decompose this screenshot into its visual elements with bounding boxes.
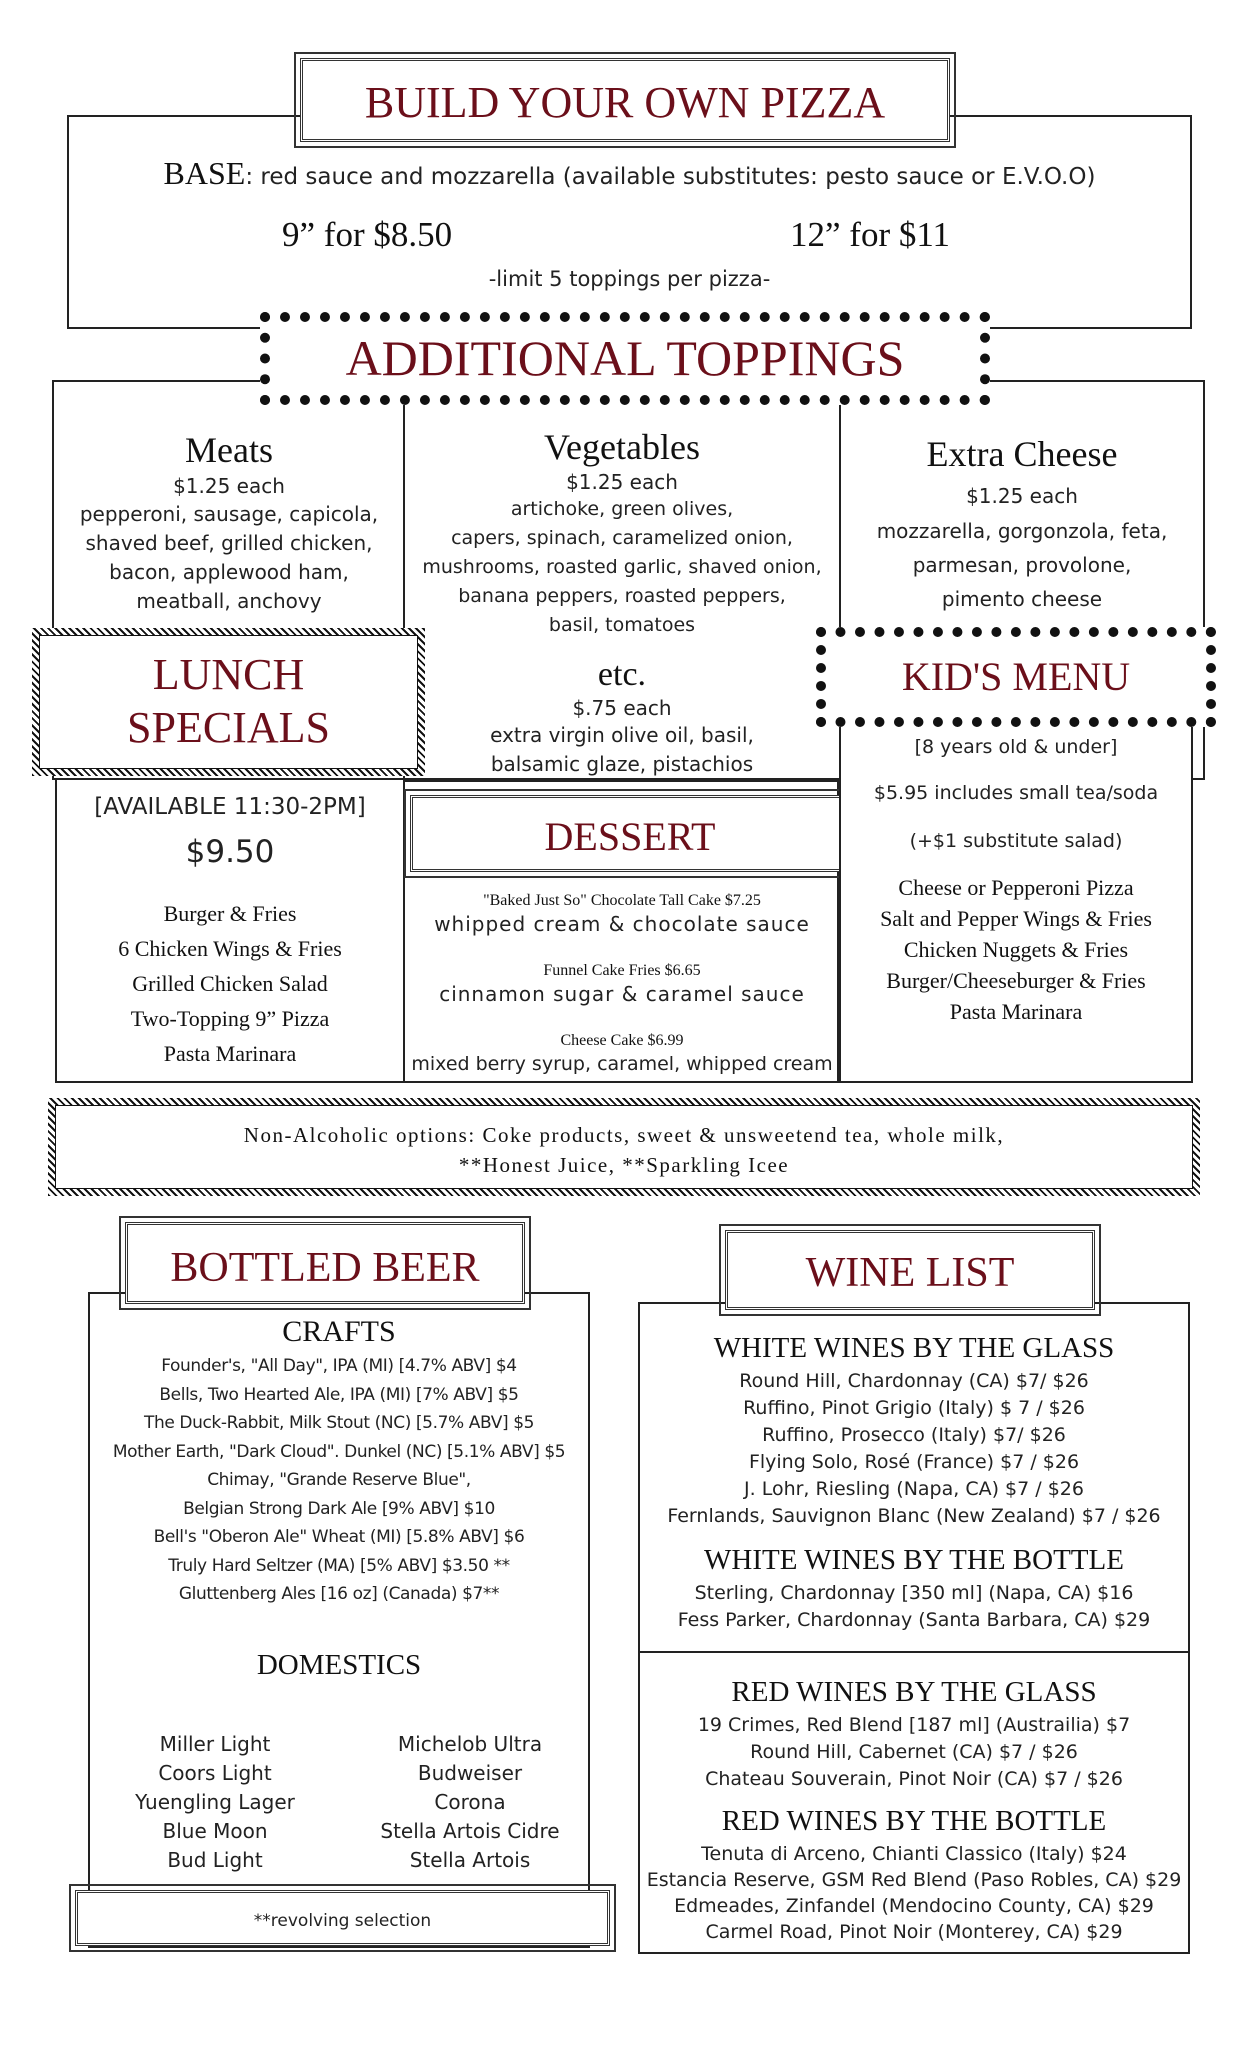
- domestic-beer-item: Michelob Ultra: [397, 1732, 543, 1756]
- cheese-price: $1.25 each: [966, 484, 1078, 508]
- kids-price-note: $5.95 includes small tea/soda: [873, 782, 1159, 804]
- lunch-items: [55, 882, 405, 1071]
- wine-item: Edmeades, Zinfandel (Mendocino County, CA) $29: [674, 1895, 1154, 1917]
- lunch-item: Grilled Chicken Salad: [132, 971, 328, 996]
- domestics-left-list: [110, 1730, 320, 1875]
- wine-item: Flying Solo, Rosé (France) $7 / $26: [748, 1451, 1080, 1473]
- meats-line: pepperoni, sausage, capicola,: [79, 502, 379, 526]
- vegetables-line: banana peppers, roasted peppers,: [458, 585, 786, 607]
- red-wines: [640, 1672, 1188, 1945]
- kids-age: [8 years old & under]: [914, 736, 1118, 758]
- dessert-item-desc: cinnamon sugar & caramel sauce: [439, 982, 805, 1006]
- kids-item: Pasta Marinara: [949, 999, 1083, 1024]
- beer-footnote: **revolving selection: [253, 1911, 432, 1931]
- beer-title: BOTTLED BEER: [170, 1245, 480, 1291]
- meats-line: meatball, anchovy: [136, 589, 322, 613]
- base-text: : red sauce and mozzarella (available substitutes: pesto sauce or E.V.O.O): [245, 164, 1096, 190]
- craft-beer-item: Bells, Two Hearted Ale, IPA (MI) [7% ABV] $5: [159, 1384, 519, 1405]
- non-alcoholic-box: [48, 1098, 1200, 1196]
- lunch-title-line1: LUNCH: [152, 650, 305, 699]
- dessert-item-desc: whipped cream & chocolate sauce: [434, 912, 810, 936]
- vegetables-column: [405, 425, 839, 640]
- domestic-beer-item: Coors Light: [158, 1761, 272, 1785]
- meats-list: [55, 500, 403, 616]
- etc-heading: etc.: [597, 656, 647, 693]
- dessert-item-desc: mixed berry syrup, caramel, whipped cream: [411, 1053, 833, 1075]
- red-bottle-heading: RED WINES BY THE BOTTLE: [721, 1805, 1107, 1837]
- wine-item: Fernlands, Sauvignon Blanc (New Zealand) $7 / $26: [667, 1505, 1161, 1527]
- kids-item: Cheese or Pepperoni Pizza: [898, 875, 1134, 900]
- cheese-list: [841, 514, 1203, 616]
- etc-price: $.75 each: [572, 696, 672, 720]
- cheese-column: [841, 430, 1203, 616]
- domestic-beer-item: Stella Artois Cidre: [380, 1819, 560, 1843]
- wine-item: Tenuta di Arceno, Chianti Classico (Italy) $24: [701, 1843, 1127, 1865]
- cheese-line: parmesan, provolone,: [912, 553, 1132, 577]
- vegetables-line: mushrooms, roasted garlic, shaved onion,: [422, 556, 822, 578]
- lunch-title-box: [32, 628, 425, 776]
- wine-item: Chateau Souverain, Pinot Noir (CA) $7 / $26: [705, 1768, 1123, 1790]
- lunch-item: Pasta Marinara: [163, 1041, 297, 1066]
- lunch-content: [55, 792, 405, 1071]
- kids-item: Burger/Cheeseburger & Fries: [886, 968, 1146, 993]
- cheese-line: mozzarella, gorgonzola, feta,: [876, 519, 1168, 543]
- meats-price: $1.25 each: [173, 474, 285, 498]
- domestic-beer-item: Budweiser: [417, 1761, 523, 1785]
- dessert-item-name: Funnel Cake Fries $6.65: [543, 962, 701, 979]
- lunch-price: $9.50: [185, 834, 275, 870]
- dessert-title: DESSERT: [544, 814, 716, 859]
- red-glass-list: [640, 1712, 1188, 1793]
- beer-crafts: [90, 1312, 588, 1609]
- domestic-beer-item: Blue Moon: [162, 1819, 268, 1843]
- domestic-beer-item: Bud Light: [167, 1848, 263, 1872]
- base-label: BASE: [163, 155, 246, 191]
- lunch-item: Two-Topping 9” Pizza: [130, 1006, 330, 1031]
- white-bottle-list: [640, 1580, 1188, 1634]
- wine-item: Ruffino, Prosecco (Italy) $7/ $26: [762, 1424, 1066, 1446]
- kids-title-box: [816, 627, 1216, 727]
- crafts-list: [90, 1352, 588, 1609]
- size-9-price: 9” for $8.50: [282, 215, 453, 254]
- beer-title-box: [125, 1222, 525, 1304]
- craft-beer-item: Chimay, "Grande Reserve Blue",: [207, 1470, 471, 1490]
- crafts-heading: CRAFTS: [282, 1315, 396, 1348]
- domestic-beer-item: Miller Light: [159, 1732, 271, 1756]
- etc-line: balsamic glaze, pistachios: [490, 752, 754, 776]
- kids-item: Salt and Pepper Wings & Fries: [880, 906, 1152, 931]
- meats-line: shaved beef, grilled chicken,: [85, 531, 373, 555]
- wine-item: Round Hill, Chardonnay (CA) $7/ $26: [739, 1370, 1089, 1392]
- vegetables-heading: Vegetables: [544, 427, 700, 467]
- kids-item: Chicken Nuggets & Fries: [903, 937, 1129, 962]
- size-12-price: 12” for $11: [790, 215, 951, 254]
- white-bottle-heading: WHITE WINES BY THE BOTTLE: [704, 1544, 1124, 1576]
- wine-item: Round Hill, Cabernet (CA) $7 / $26: [750, 1741, 1078, 1763]
- dessert-item-name: Cheese Cake $6.99: [560, 1032, 684, 1049]
- vegetables-list: [405, 495, 839, 640]
- craft-beer-item: Belgian Strong Dark Ale [9% ABV] $10: [183, 1498, 495, 1519]
- wine-title: WINE LIST: [805, 1250, 1015, 1296]
- craft-beer-item: Gluttenberg Ales [16 oz] (Canada) $7**: [178, 1584, 500, 1604]
- red-glass-heading: RED WINES BY THE GLASS: [731, 1676, 1097, 1708]
- domestics-heading: DOMESTICS: [256, 1649, 422, 1681]
- wine-item: J. Lohr, Riesling (Napa, CA) $7 / $26: [744, 1478, 1084, 1500]
- dessert-item-name: "Baked Just So" Chocolate Tall Cake $7.25: [483, 892, 761, 909]
- meats-column: [55, 428, 403, 616]
- lunch-availability: [AVAILABLE 11:30-2PM]: [94, 794, 366, 820]
- wine-item: Ruffino, Pinot Grigio (Italy) $ 7 / $26: [743, 1397, 1085, 1419]
- kids-items: [841, 872, 1191, 1027]
- topping-limit: -limit 5 toppings per pizza-: [488, 267, 771, 291]
- base-line: [67, 155, 1192, 192]
- vegetables-line: capers, spinach, caramelized onion,: [451, 527, 793, 549]
- wine-divider: [638, 1651, 1190, 1653]
- etc-line: extra virgin olive oil, basil,: [490, 723, 754, 747]
- craft-beer-item: The Duck-Rabbit, Milk Stout (NC) [5.7% ABV] $5: [143, 1413, 535, 1433]
- white-wines: [640, 1328, 1188, 1634]
- red-bottle-list: [640, 1841, 1188, 1945]
- white-glass-heading: WHITE WINES BY THE GLASS: [713, 1332, 1115, 1364]
- domestic-beer-item: Corona: [434, 1790, 506, 1814]
- wine-item: Estancia Reserve, GSM Red Blend (Paso Robles, CA) $29: [646, 1869, 1182, 1891]
- craft-beer-item: Founder's, "All Day", IPA (MI) [4.7% ABV] $4: [161, 1356, 517, 1376]
- kids-title: KID'S MENU: [901, 654, 1131, 699]
- white-glass-list: [640, 1368, 1188, 1530]
- non-alcoholic-line2: **Honest Juice, **Sparkling Icee: [458, 1153, 790, 1177]
- craft-beer-item: Bell's "Oberon Ale" Wheat (MI) [5.8% ABV] $6: [153, 1527, 525, 1547]
- vegetables-line: basil, tomatoes: [548, 614, 696, 636]
- wine-item: 19 Crimes, Red Blend [187 ml] (Austrailia) $7: [697, 1714, 1131, 1736]
- etc-list: [405, 721, 839, 779]
- build-your-own-section: [67, 115, 1192, 329]
- domestics-right-list: [350, 1730, 590, 1875]
- vegetables-price: $1.25 each: [566, 470, 678, 494]
- toppings-title: ADDITIONAL TOPPINGS: [345, 330, 905, 386]
- kids-sub-note: (+$1 substitute salad): [909, 830, 1123, 852]
- domestic-beer-item: Stella Artois: [409, 1848, 531, 1872]
- etc-column: [405, 655, 839, 779]
- domestic-beer-item: Yuengling Lager: [135, 1790, 295, 1814]
- build-your-own-title: BUILD YOUR OWN PIZZA: [364, 78, 886, 127]
- wine-item: Sterling, Chardonnay [350 ml] (Napa, CA) $16: [694, 1582, 1134, 1604]
- wine-item: Carmel Road, Pinot Noir (Monterey, CA) $29: [705, 1921, 1123, 1943]
- kids-content: [841, 734, 1191, 1027]
- craft-beer-item: Mother Earth, "Dark Cloud". Dunkel (NC) [5.1% ABV] $5: [112, 1441, 566, 1462]
- craft-beer-item: Truly Hard Seltzer (MA) [5% ABV] $3.50 **: [168, 1555, 510, 1576]
- wine-title-box: [725, 1230, 1095, 1310]
- cheese-line: pimento cheese: [941, 587, 1103, 611]
- dessert-title-box: [410, 795, 850, 872]
- meats-heading: Meats: [185, 430, 273, 470]
- dessert-items: [405, 890, 839, 1076]
- non-alcoholic-line1: Non-Alcoholic options: Coke products, sweet & unsweetend tea, whole milk,: [243, 1123, 1005, 1147]
- beer-footnote-box: [75, 1890, 610, 1946]
- vegetables-line: artichoke, green olives,: [510, 498, 734, 520]
- build-your-own-title-box: [300, 58, 950, 142]
- cheese-heading: Extra Cheese: [926, 434, 1118, 474]
- toppings-title-box: [260, 312, 990, 405]
- lunch-item: 6 Chicken Wings & Fries: [118, 936, 342, 961]
- lunch-title-line2: SPECIALS: [127, 703, 330, 752]
- meats-line: bacon, applewood ham,: [109, 560, 349, 584]
- wine-item: Fess Parker, Chardonnay (Santa Barbara, CA) $29: [677, 1609, 1151, 1631]
- lunch-item: Burger & Fries: [163, 901, 297, 926]
